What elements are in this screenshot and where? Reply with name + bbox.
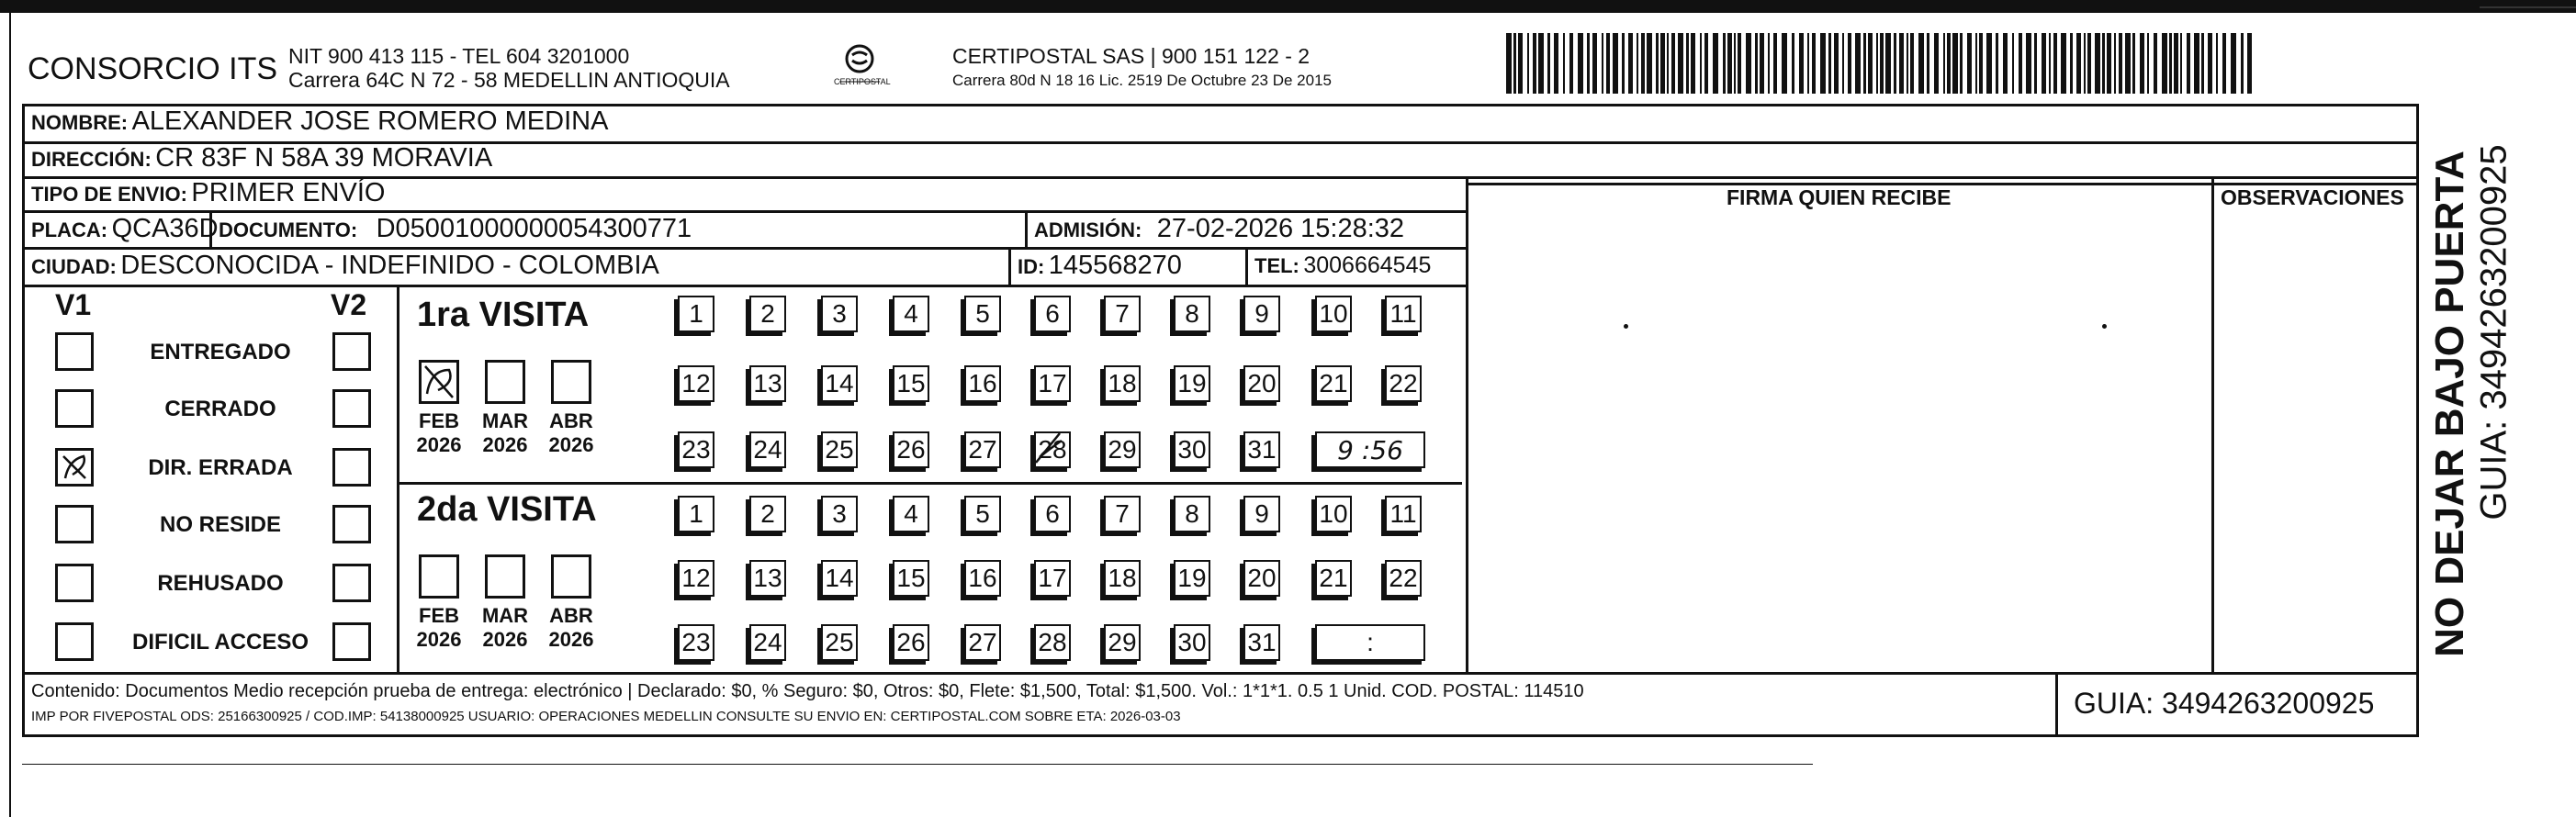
v1-checkbox[interactable] — [55, 389, 94, 428]
day-box[interactable]: 7 — [1104, 296, 1141, 332]
v1-checkbox[interactable] — [55, 448, 94, 487]
firma-divider — [1466, 176, 1468, 674]
barcode-bar — [1855, 33, 1861, 94]
barcode-bar — [1894, 33, 1896, 94]
nombre-label: NOMBRE: — [31, 111, 129, 134]
day-box[interactable]: 1 — [678, 296, 714, 332]
day-box[interactable]: 19 — [1174, 365, 1210, 402]
direccion-value: CR 83F N 58A 39 MORAVIA — [155, 143, 493, 173]
strike-mark-icon — [1032, 431, 1069, 468]
barcode-bar — [2208, 33, 2212, 94]
form-right-line — [2416, 104, 2419, 737]
month-label — [544, 604, 599, 652]
visit-1-title: 1ra VISITA — [417, 296, 590, 334]
day-box[interactable]: 31 — [1243, 624, 1280, 661]
day-box[interactable]: 4 — [893, 296, 929, 332]
day-box[interactable]: 10 — [1315, 496, 1352, 532]
day-box[interactable]: 24 — [749, 624, 786, 661]
month-name: FEB — [419, 409, 459, 432]
barcode-bar — [1547, 33, 1550, 94]
guia-divider — [2055, 672, 2058, 736]
tel-value: 3006664545 — [1303, 252, 1432, 278]
barcode-bar — [1602, 33, 1603, 94]
ciudad-value: DESCONOCIDA - INDEFINIDO - COLOMBIA — [120, 251, 659, 280]
barcode-bar — [1513, 33, 1516, 94]
tipo-label: TIPO DE ENVIO: — [31, 183, 187, 206]
status-divider — [397, 285, 399, 674]
barcode-bar — [1807, 33, 1809, 94]
barcode-bar — [1967, 33, 1972, 94]
day-box[interactable]: 26 — [893, 431, 929, 468]
barcode-bar — [2147, 33, 2149, 94]
barcode-bar — [1960, 33, 1963, 94]
day-box[interactable]: 25 — [821, 431, 858, 468]
tipo-row — [31, 178, 385, 208]
bottom-rule — [22, 764, 1813, 765]
obs-divider — [2211, 176, 2214, 674]
signature-mark — [2102, 324, 2107, 329]
barcode-bar — [2049, 33, 2051, 94]
top-border-line — [2480, 6, 2576, 8]
barcode-bar — [1773, 33, 1777, 94]
firma-header: FIRMA QUIEN RECIBE — [1727, 185, 1952, 209]
barcode-bar — [1760, 33, 1764, 94]
month-label — [478, 409, 533, 457]
barcode-bar — [1910, 33, 1914, 94]
barcode-bar — [1876, 33, 1878, 94]
v2-checkbox[interactable] — [332, 622, 371, 661]
ciudad-row — [31, 251, 659, 281]
company-address: Carrera 64C N 72 - 58 MEDELLIN ANTIOQUIA — [288, 68, 730, 92]
barcode-bar — [2042, 33, 2046, 94]
barcode-bar — [2231, 33, 2236, 94]
month-year: 2026 — [548, 433, 594, 456]
barcode-bar — [1700, 33, 1702, 94]
month-name: FEB — [419, 604, 459, 627]
barcode-bar — [1820, 33, 1826, 94]
day-box[interactable]: 3 — [821, 496, 858, 532]
barcode-bar — [1554, 33, 1558, 94]
v2-label: V2 — [331, 288, 367, 321]
barcode-bar — [1792, 33, 1794, 94]
day-box[interactable]: 29 — [1104, 624, 1141, 661]
barcode-bar — [1667, 33, 1669, 94]
barcode-bar — [2216, 33, 2218, 94]
carrier-name: CERTIPOSTAL SAS | 900 151 122 - 2 — [952, 44, 1310, 68]
month-label — [544, 409, 599, 457]
placa-label: PLACA: — [31, 218, 108, 241]
barcode-bar — [1622, 33, 1625, 94]
id-value: 145568270 — [1048, 251, 1182, 280]
barcode-bar — [2084, 33, 2086, 94]
day-box[interactable]: 7 — [1104, 496, 1141, 532]
day-box[interactable]: 13 — [749, 560, 786, 597]
admision-value: 27-02-2026 15:28:32 — [1156, 214, 1405, 243]
barcode-bar — [2222, 33, 2226, 94]
footer-guia: GUIA: 3494263200925 — [2074, 687, 2375, 720]
barcode-bar — [1592, 33, 1597, 94]
barcode-bar — [2201, 33, 2204, 94]
barcode-bar — [1828, 33, 1831, 94]
ciudad-label: CIUDAD: — [31, 255, 117, 278]
row-line-3 — [22, 210, 1468, 213]
barcode-bar — [1799, 33, 1804, 94]
barcode-bar — [2174, 33, 2178, 94]
barcode-bar — [1975, 33, 1977, 94]
barcode-bar — [2194, 33, 2199, 94]
month-checkbox[interactable] — [551, 360, 591, 404]
v1-checkbox[interactable] — [55, 505, 94, 543]
day-box[interactable]: 29 — [1104, 431, 1141, 468]
day-box[interactable]: 15 — [893, 560, 929, 597]
barcode-bar — [2154, 33, 2157, 94]
day-box[interactable]: 27 — [964, 431, 1001, 468]
barcode-bar — [1842, 33, 1844, 94]
day-box[interactable]: 17 — [1034, 365, 1071, 402]
barcode-bar — [2053, 33, 2057, 94]
barcode-bar — [1952, 33, 1958, 94]
barcode-bar — [2162, 33, 2167, 94]
month-year: 2026 — [416, 628, 462, 651]
month-year: 2026 — [482, 433, 528, 456]
day-box[interactable]: 23 — [678, 431, 714, 468]
barcode-bar — [2070, 33, 2073, 94]
barcode-bar — [2087, 33, 2091, 94]
form-left-line — [22, 104, 25, 737]
status-option-label: NO RESIDE — [159, 512, 282, 537]
barcode-bar — [1986, 33, 1992, 94]
barcode-bar — [2140, 33, 2144, 94]
day-box[interactable]: 18 — [1104, 560, 1141, 597]
logo-text: CERTIPOSTAL — [834, 77, 891, 86]
v1-label: V1 — [55, 288, 92, 321]
v1-checkbox[interactable] — [55, 564, 94, 602]
barcode-bar — [1647, 33, 1652, 94]
form-bottom-line — [22, 734, 2419, 737]
status-option-label: ENTREGADO — [150, 340, 291, 364]
footer-imp: IMP POR FIVEPOSTAL ODS: 25166300925 / COD.IMP: 54138000925 USUARIO: OPERACIONES MEDELLIN CONSULTE SU ENVIO EN: CERTIPOSTAL.COM SOBRE ETA: 2026-03-03 — [31, 709, 1181, 724]
month-checkbox[interactable] — [551, 554, 591, 599]
month-year: 2026 — [482, 628, 528, 651]
barcode-bar — [1569, 33, 1573, 94]
day-box[interactable]: 21 — [1315, 365, 1352, 402]
v2-checkbox[interactable] — [332, 505, 371, 543]
tel-label: TEL: — [1254, 254, 1299, 277]
barcode-bar — [1704, 33, 1708, 94]
row-line-4 — [22, 247, 1468, 250]
check-mark-icon — [422, 363, 458, 403]
certipostal-logo — [832, 40, 887, 95]
day-box[interactable]: 30 — [1174, 431, 1210, 468]
day-box[interactable]: 27 — [964, 624, 1001, 661]
barcode — [1506, 33, 2259, 94]
barcode-bar — [1606, 33, 1610, 94]
admision-divider — [1025, 210, 1028, 249]
day-box[interactable] — [1034, 431, 1071, 468]
month-name: ABR — [549, 604, 593, 627]
v2-checkbox[interactable] — [332, 389, 371, 428]
id-label: ID: — [1018, 255, 1045, 278]
barcode-bar — [1947, 33, 1951, 94]
day-box[interactable]: 11 — [1385, 296, 1422, 332]
month-checkbox[interactable] — [419, 554, 459, 599]
barcode-bar — [1678, 33, 1683, 94]
id-divider — [1008, 247, 1011, 285]
barcode-bar — [2102, 33, 2105, 94]
barcode-bar — [1746, 33, 1751, 94]
barcode-bar — [1691, 33, 1695, 94]
nombre-value: ALEXANDER JOSE ROMERO MEDINA — [131, 106, 609, 136]
signature-mark — [1624, 324, 1628, 329]
month-name: ABR — [549, 409, 593, 432]
observaciones-header: OBSERVACIONES — [2221, 185, 2404, 209]
barcode-bar — [1934, 33, 1939, 94]
barcode-bar — [1996, 33, 1998, 94]
barcode-bar — [1713, 33, 1718, 94]
day-label: 28 — [1038, 435, 1066, 464]
barcode-bar — [1880, 33, 1884, 94]
admision-row — [1034, 214, 1404, 244]
month-year: 2026 — [548, 628, 594, 651]
status-option-label: CERRADO — [164, 397, 276, 421]
barcode-bar — [2187, 33, 2190, 94]
barcode-bar — [1834, 33, 1839, 94]
barcode-bar — [2107, 33, 2111, 94]
id-row — [1018, 251, 1182, 281]
company-name: CONSORCIO ITS — [28, 51, 278, 86]
day-box[interactable]: 18 — [1104, 365, 1141, 402]
day-box[interactable]: 9 — [1243, 496, 1280, 532]
day-box[interactable]: 4 — [893, 496, 929, 532]
barcode-bar — [2169, 33, 2172, 94]
month-label — [411, 409, 467, 457]
barcode-bar — [1727, 33, 1732, 94]
row-line-5 — [22, 285, 1468, 287]
company-nit: NIT 900 413 115 - TEL 604 3201000 — [288, 44, 630, 68]
time-value: : — [1367, 628, 1374, 656]
documento-row — [219, 214, 692, 244]
footer-content: Contenido: Documentos Medio recepción prueba de entrega: electrónico | Declarado: $0, % Seguro: $0, Otros: $0, Flete: $1,500, Total: $1,500. Vol.: 1*1*1. 0.5 1 Unid. COD. POSTAL: 114510 — [31, 681, 1584, 701]
direccion-label: DIRECCIÓN: — [31, 148, 152, 171]
status-option-label: DIR. ERRADA — [148, 455, 293, 480]
top-border — [0, 0, 2576, 13]
barcode-bar — [2119, 33, 2122, 94]
barcode-bar — [1527, 33, 1529, 94]
time-value: 9 :56 — [1337, 434, 1403, 465]
month-checkbox[interactable] — [485, 554, 525, 599]
day-box[interactable]: 13 — [749, 365, 786, 402]
day-box[interactable]: 15 — [893, 365, 929, 402]
barcode-bar — [1885, 33, 1891, 94]
barcode-bar — [2019, 33, 2022, 94]
barcode-bar — [1641, 33, 1645, 94]
day-box[interactable]: 12 — [678, 560, 714, 597]
day-box[interactable]: 6 — [1034, 296, 1071, 332]
admision-label: ADMISIÓN: — [1034, 218, 1142, 241]
barcode-bar — [2247, 33, 2252, 94]
side-line — [9, 0, 11, 817]
footer-top-line — [22, 672, 2419, 675]
tel-divider — [1245, 247, 1248, 285]
time-box[interactable] — [1315, 624, 1425, 661]
v1-checkbox[interactable] — [55, 622, 94, 661]
barcode-bar — [1660, 33, 1665, 94]
day-box[interactable]: 14 — [821, 365, 858, 402]
carrier-address: Carrera 80d N 18 16 Lic. 2519 De Octubre 23 De 2015 — [952, 72, 1332, 89]
direccion-row — [31, 143, 492, 173]
day-box[interactable]: 20 — [1243, 365, 1280, 402]
barcode-bar — [1628, 33, 1633, 94]
barcode-bar — [2241, 33, 2244, 94]
day-box[interactable]: 19 — [1174, 560, 1210, 597]
day-box[interactable]: 14 — [821, 560, 858, 597]
barcode-bar — [2132, 33, 2135, 94]
barcode-bar — [1755, 33, 1758, 94]
barcode-bar — [1563, 33, 1565, 94]
month-checkbox[interactable] — [419, 360, 459, 404]
barcode-bar — [1899, 33, 1904, 94]
side-warning: NO DEJAR BAJO PUERTA — [2427, 151, 2472, 657]
barcode-bar — [2125, 33, 2131, 94]
barcode-bar — [2076, 33, 2081, 94]
month-year: 2026 — [416, 433, 462, 456]
day-box[interactable]: 30 — [1174, 624, 1210, 661]
tel-row — [1254, 252, 1431, 279]
barcode-bar — [1656, 33, 1659, 94]
barcode-bar — [1863, 33, 1866, 94]
day-box[interactable]: 17 — [1034, 560, 1071, 597]
barcode-bar — [1768, 33, 1770, 94]
month-name: MAR — [481, 409, 529, 432]
barcode-bar — [1613, 33, 1618, 94]
barcode-bar — [1671, 33, 1675, 94]
barcode-bar — [1812, 33, 1816, 94]
day-box[interactable]: 8 — [1174, 296, 1210, 332]
v2-checkbox[interactable] — [332, 332, 371, 371]
month-label — [478, 604, 533, 652]
month-name: MAR — [481, 604, 529, 627]
day-box[interactable]: 16 — [964, 365, 1001, 402]
barcode-bar — [2180, 33, 2182, 94]
v1-checkbox[interactable] — [55, 332, 94, 371]
time-box[interactable] — [1315, 431, 1425, 468]
barcode-bar — [1686, 33, 1689, 94]
barcode-bar — [1518, 33, 1523, 94]
day-box[interactable]: 12 — [678, 365, 714, 402]
barcode-bar — [1907, 33, 1908, 94]
check-mark-icon — [58, 451, 91, 484]
day-box[interactable]: 2 — [749, 296, 786, 332]
barcode-bar — [1738, 33, 1741, 94]
v2-checkbox[interactable] — [332, 564, 371, 602]
month-label — [411, 604, 467, 652]
day-box[interactable]: 16 — [964, 560, 1001, 597]
placa-value: QCA36D — [111, 214, 219, 243]
barcode-bar — [1848, 33, 1851, 94]
barcode-bar — [1723, 33, 1726, 94]
day-box[interactable]: 6 — [1034, 496, 1071, 532]
barcode-bar — [2034, 33, 2037, 94]
day-box[interactable]: 9 — [1243, 296, 1280, 332]
barcode-bar — [1637, 33, 1638, 94]
day-box[interactable]: 28 — [1034, 624, 1071, 661]
barcode-bar — [1979, 33, 1983, 94]
day-box[interactable]: 20 — [1243, 560, 1280, 597]
barcode-bar — [1538, 33, 1544, 94]
barcode-bar — [2095, 33, 2100, 94]
tipo-value: PRIMER ENVÍO — [191, 178, 386, 207]
barcode-bar — [1734, 33, 1736, 94]
barcode-bar — [1533, 33, 1536, 94]
barcode-bar — [1506, 33, 1512, 94]
status-option-label: DIFICIL ACCESO — [131, 630, 309, 655]
day-box[interactable]: 24 — [749, 431, 786, 468]
nombre-row — [31, 106, 608, 137]
barcode-bar — [1587, 33, 1590, 94]
day-box[interactable]: 26 — [893, 624, 929, 661]
day-box[interactable]: 1 — [678, 496, 714, 532]
day-box[interactable]: 8 — [1174, 496, 1210, 532]
documento-label: DOCUMENTO: — [219, 218, 358, 241]
documento-value: D05001000000054300771 — [376, 214, 692, 243]
barcode-bar — [2003, 33, 2008, 94]
day-box[interactable]: 2 — [749, 496, 786, 532]
barcode-bar — [2061, 33, 2066, 94]
day-box[interactable]: 31 — [1243, 431, 1280, 468]
barcode-bar — [1918, 33, 1924, 94]
barcode-bar — [2026, 33, 2031, 94]
month-checkbox[interactable] — [485, 360, 525, 404]
barcode-bar — [1782, 33, 1787, 94]
day-box[interactable]: 3 — [821, 296, 858, 332]
side-guia: GUIA: 3494263200925 — [2473, 144, 2514, 520]
barcode-bar — [2012, 33, 2014, 94]
barcode-bar — [1927, 33, 1929, 94]
day-box[interactable]: 10 — [1315, 296, 1352, 332]
day-box[interactable]: 11 — [1385, 496, 1422, 532]
day-box[interactable]: 22 — [1385, 560, 1422, 597]
day-box[interactable]: 23 — [678, 624, 714, 661]
day-box[interactable]: 5 — [964, 496, 1001, 532]
placa-row — [31, 214, 219, 244]
barcode-bar — [1943, 33, 1945, 94]
day-box[interactable]: 25 — [821, 624, 858, 661]
barcode-bar — [1578, 33, 1583, 94]
day-box[interactable]: 21 — [1315, 560, 1352, 597]
day-box[interactable]: 5 — [964, 296, 1001, 332]
visit-2-title: 2da VISITA — [417, 490, 597, 529]
day-box[interactable]: 22 — [1385, 365, 1422, 402]
status-option-label: REHUSADO — [157, 571, 284, 596]
v2-checkbox[interactable] — [332, 448, 371, 487]
visit-divider — [397, 482, 1462, 485]
barcode-bar — [2114, 33, 2116, 94]
barcode-bar — [1868, 33, 1873, 94]
